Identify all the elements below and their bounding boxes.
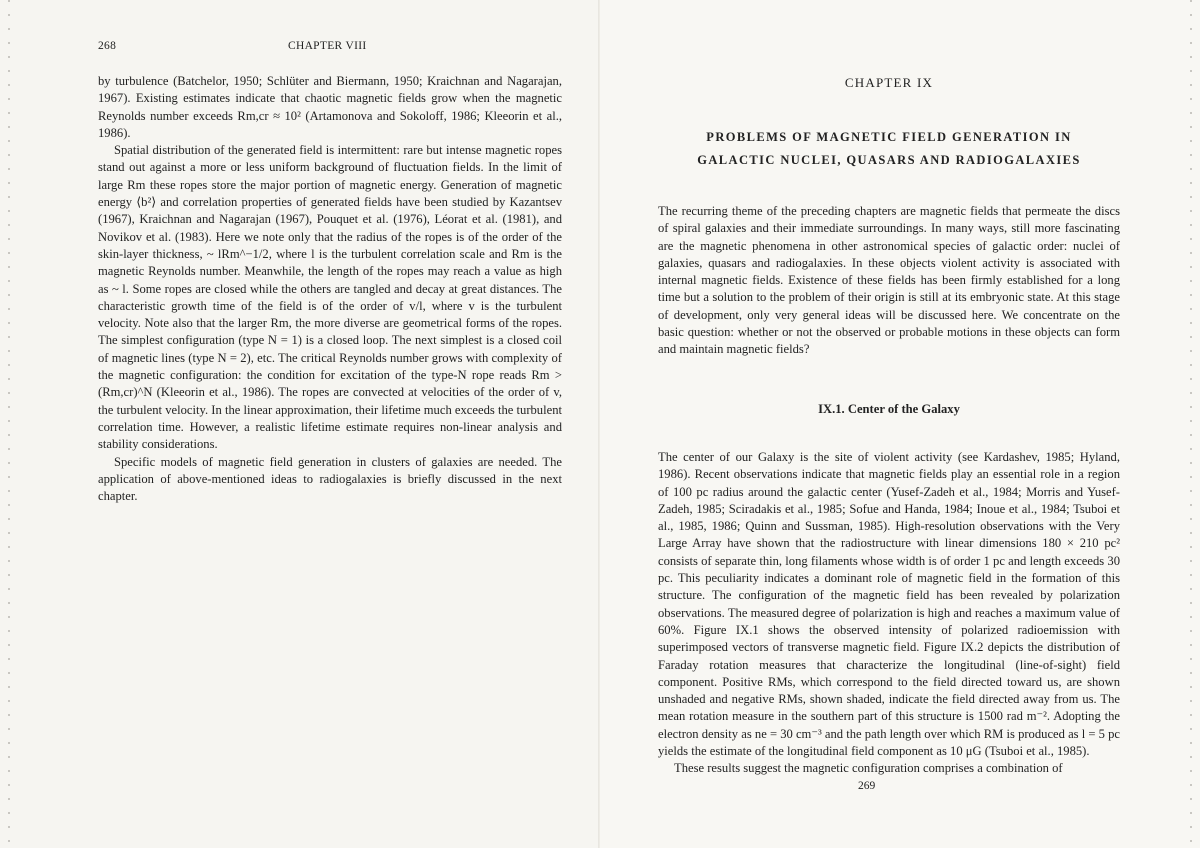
chapter-title	[658, 126, 1120, 172]
right-page-number: 269	[858, 780, 876, 792]
left-paragraph-1: by turbulence (Batchelor, 1950; Schlüter and Biermann, 1950; Kraichnan and Nagarajan, 1967). Existing estimates indicate that chaotic magnetic fields grow when the magnetic Reynolds number exceeds Rm,cr ≈ 10² (Artamonova and Sokoloff, 1986; Kleeorin et al., 1986).	[98, 74, 562, 140]
section-heading: IX.1. Center of the Galaxy	[818, 402, 960, 416]
chapter-label: CHAPTER IX	[844, 75, 934, 90]
section-paragraph-2: These results suggest the magnetic configuration comprises a combination of	[674, 761, 1063, 776]
intro-paragraph: The recurring theme of the preceding chapters are magnetic fields that permeate the discs of spiral galaxies and their immediate surroundings. In many ways, still more fascinating are the magnetic phenomena in other astronomical species of galactic order: nuclei of galaxies, quasars and radiogalaxies. In these objects violent activity is associated with internal magnetic fields. Existence of these fields has been firmly established for a long time but a solution to the problem of their origin is still at its embryonic state. At this stage of development, only very general ideas will be discussed here. We concentrate on the basic question: whether or not the observed or probable motions in these objects can form and maintain magnetic fields?	[658, 204, 1120, 357]
section-text-column	[658, 449, 1120, 778]
section-paragraph-1: The center of our Galaxy is the site of violent activity (see Kardashev, 1985; Hyland, 1986). Recent observations indicate that magnetic fields play an essential role in a region of 100 pc radius around the galactic center (Yusef-Zadeh et al., 1984; Morris and Yusef-Zadeh, 1985; Sciradakis et al., 1985; Sofue and Handa, 1984; Inoue et al., 1984; Tsuboi et al., 1985, 1986; Quinn and Sussman, 1985). High-resolution observations with the Very Large Array have shown that the radiostructure with linear dimensions 180 × 210 pc² consists of separate thin, long filaments whose width is of order 1 pc and length exceeds 30 pc. This peculiarity indicates a dominant role of magnetic field in the formation of this structure. The configuration of the magnetic field has been revealed by polarization observations. The measured degree of polarization is high and reaches a maximum value of 60%. Figure IX.1 shows the observed intensity of polarized radioemission with superimposed vectors of transverse magnetic field. Figure IX.2 depicts the distribution of Faraday rotation measures that characterize the longitudinal (line-of-sight) field component. Positive RMs, which correspond to the field directed toward us, are shown unshaded and negative RMs, shown shaded, indicate the field directed away from us. The mean rotation measure in the southern part of this structure is 1500 rad m⁻². Adopting the electron density as ne = 30 cm⁻³ and the path length over which RM is produced as l = 5 pc yields the estimate of the longitudinal field component as 10 μG (Tsuboi et al., 1985).	[658, 450, 1120, 759]
chapter-title-line-2: GALACTIC NUCLEI, QUASARS AND RADIOGALAXIES	[697, 153, 1081, 167]
left-running-head: CHAPTER VIII	[288, 40, 367, 52]
left-paragraph-2: Spatial distribution of the generated field is intermittent: rare but intense magnetic ropes stand out against a more or less uniform background of fluctuation fields. In the limit of large Rm these ropes store the major portion of magnetic energy. Generation of magnetic energy ⟨b²⟩ and correlation properties of generated fields have been studied by Kazantsev (1967), Kraichnan and Nagarajan (1967), Pouquet et al. (1976), Léorat et al. (1981), and Novikov et al. (1983). Here we note only that the radius of the ropes is of the order of the skin-layer thickness, ~ lRm^−1/2, where l is the turbulent correlation scale and Rm is the magnetic Reynolds number. Meanwhile, the length of the ropes may reach a value as high as ~ l. Some ropes are closed while the others are tangled and decay at great distances. The characteristic growth time of the field is of the order of v/l, where v is the turbulent velocity. Note also that the larger Rm, the more diverse are geometrical forms of the ropes. The simplest configuration (type N = 1) is a closed loop. The next simplest is a closed coil of magnetic lines (type N = 2), etc. The critical Reynolds number grows with complexity of the magnetic configuration: the condition for excitation of the type-N rope reads Rm > (Rm,cr)^N (Kleeorin et al., 1986). The ropes are convected at velocities of the order of v, the turbulent velocity. In the linear approximation, their lifetime much exceeds the turbulent correlation time. However, a realistic lifetime estimate requires non-linear analysis and stability considerations.	[98, 143, 562, 452]
left-page-number: 268	[98, 40, 117, 52]
chapter-intro	[658, 203, 1120, 359]
chapter-title-line-1: PROBLEMS OF MAGNETIC FIELD GENERATION IN	[706, 130, 1072, 144]
right-edge-marks	[1190, 0, 1192, 848]
left-text-column	[98, 73, 562, 505]
left-edge-marks	[8, 0, 10, 848]
left-paragraph-3: Specific models of magnetic field generation in clusters of galaxies are needed. The application of above-mentioned ideas to radiogalaxies is briefly discussed in the next chapter.	[98, 454, 562, 504]
